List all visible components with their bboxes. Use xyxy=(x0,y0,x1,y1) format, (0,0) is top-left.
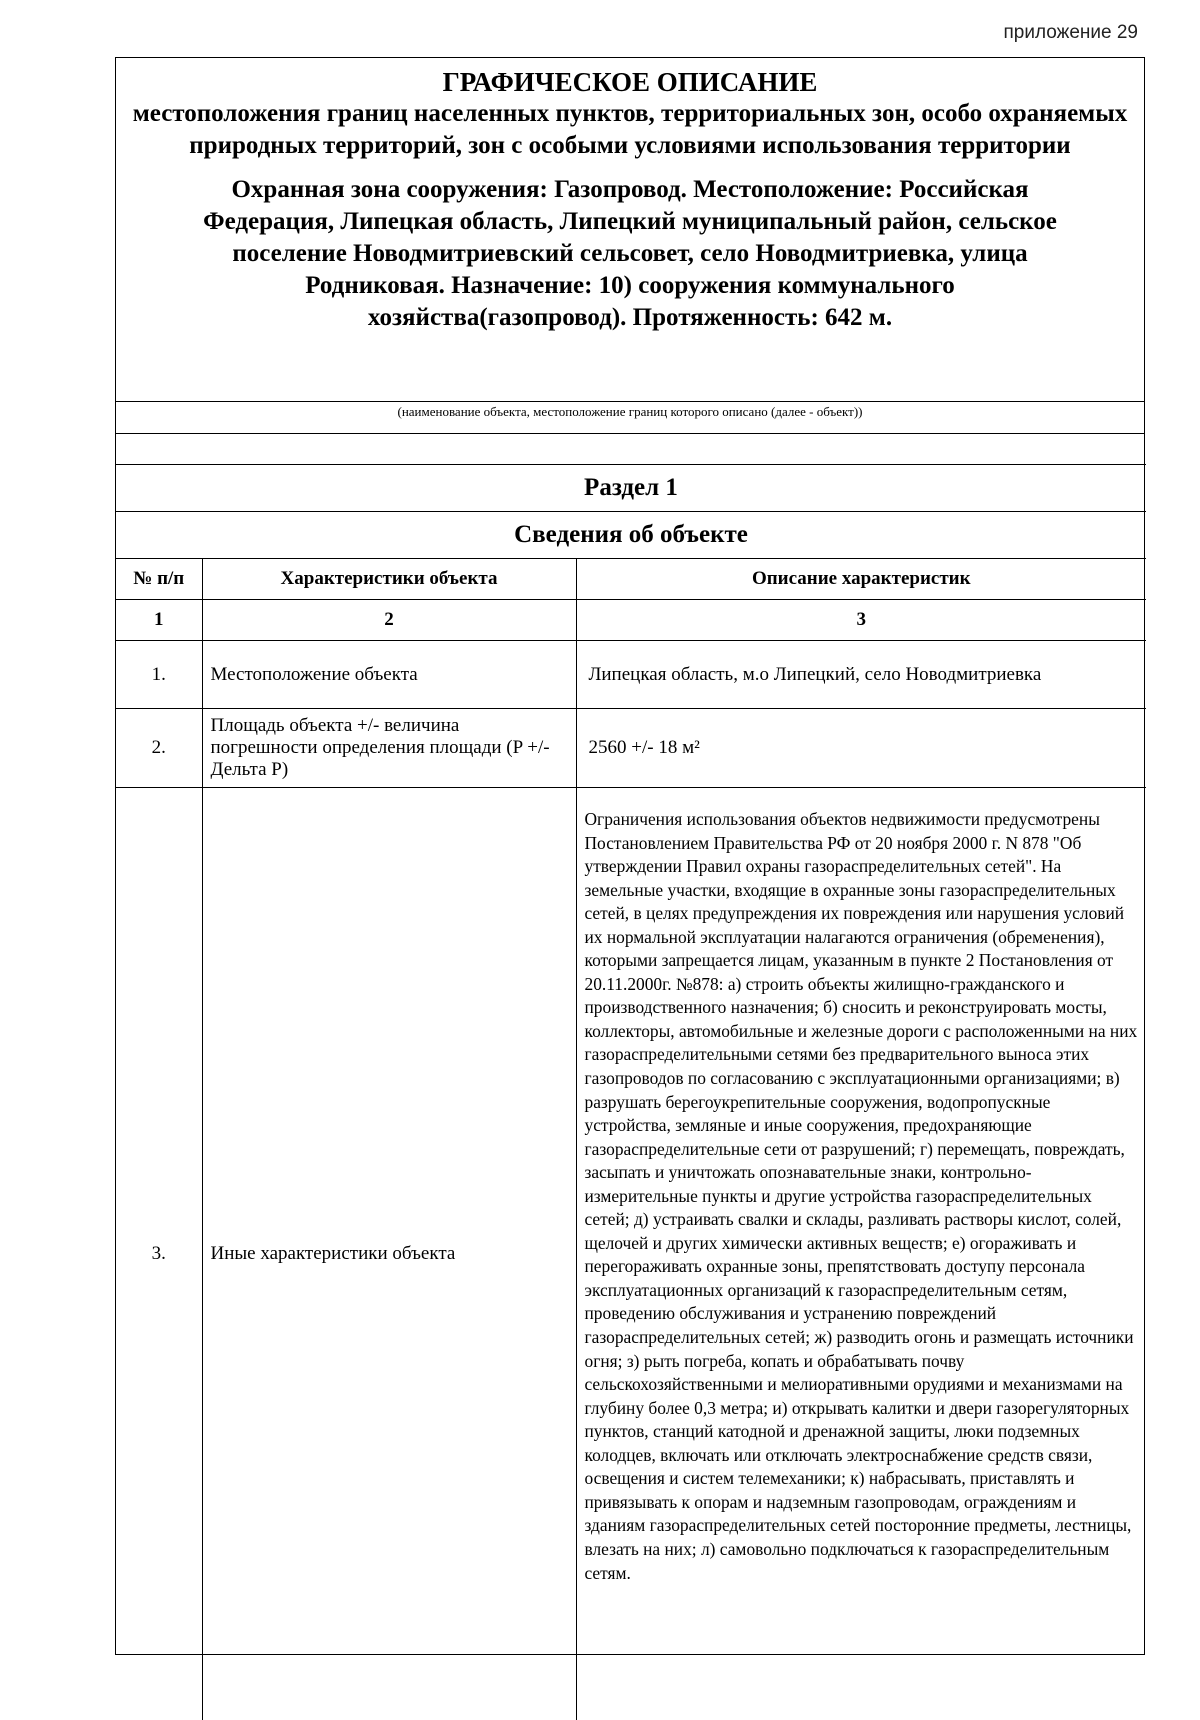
appendix-label: приложение 29 xyxy=(1003,22,1138,43)
row-description: 2560 +/- 18 м² xyxy=(576,709,1146,788)
object-caption: (наименование объекта, местоположение границ которого описано (далее - объект)) xyxy=(116,402,1144,434)
row-characteristic: Иные характеристики объекта xyxy=(202,788,576,1720)
column-number: 1 xyxy=(116,600,202,641)
document-frame xyxy=(115,57,1145,1655)
table-row xyxy=(116,788,1146,1720)
table-row xyxy=(116,709,1146,788)
document-header xyxy=(116,58,1144,402)
row-description: Липецкая область, м.о Липецкий, село Новодмитриевка xyxy=(576,641,1146,709)
object-info-table xyxy=(116,464,1146,1720)
column-header-number: № п/п xyxy=(116,559,202,600)
column-number: 3 xyxy=(576,600,1146,641)
row-number: 2. xyxy=(116,709,202,788)
document-title: ГРАФИЧЕСКОЕ ОПИСАНИЕ xyxy=(442,67,818,97)
column-number-row xyxy=(116,600,1146,641)
row-number: 1. xyxy=(116,641,202,709)
row-characteristic: Площадь объекта +/- величина погрешности определения площади (P +/- Дельта P) xyxy=(202,709,576,788)
section-title-row xyxy=(116,465,1146,512)
spacer xyxy=(116,434,1144,464)
row-description: Ограничения использования объектов недвижимости предусмотрены Постановлением Правительства РФ от 20 ноября 2000 г. N 878 "Об утверждении Правил охраны газораспределительных сетей". На земельные участки, входящие в охранные зоны газораспределительных сетей, в целях предупреждения их повреждения или нарушения условий их нормальной эксплуатации налагаются ограничения (обременения), которыми запрещается лицам, указанным в пункте 2 Постановления от 20.11.2000г. №878: а) строить объекты жилищно-гражданского и производственного назначения; б) сносить и реконструировать мосты, коллекторы, автомобильные и железные дороги с расположенными на них газораспределительными сетями без предварительного выноса этих газопроводов по согласованию с эксплуатационными организациями; в) разрушать берегоукрепительные сооружения, водопропускные устройства, земляные и иные сооружения, предохраняющие газораспределительные сети от разрушений; г) перемещать, повреждать, засыпать и уничтожать опознавательные знаки, контрольно-измерительные пункты и другие устройства газораспределительных сетей; д) устраивать свалки и склады, разливать растворы кислот, солей, щелочей и других химически активных веществ; е) огораживать и перегораживать охранные зоны, препятствовать доступу персонала эксплуатационных организаций к газораспределительным сетям, проведению обслуживания и устранению повреждений газораспределительных сетей; ж) разводить огонь и размещать источники огня; з) рыть погреба, копать и обрабатывать почву сельскохозяйственными и мелиоративными орудиями и механизмами на глубину более 0,3 метра; и) открывать калитки и двери газорегуляторных пунктов, станций катодной и дренажной защиты, люки подземных колодцев, включать или отключать электроснабжение средств связи, освещения и систем телемеханики; к) набрасывать, приставлять и привязывать к опорам и надземным газопроводам, ограждениям и зданиям газораспределительных сетей посторонние предметы, лестницы, влезать на них; л) самовольно подключаться к газораспределительным сетям. xyxy=(576,788,1146,1720)
object-name: Охранная зона сооружения: Газопровод. Местоположение: Российская Федерация, Липецкая область, Липецкий муниципальный район, сельское поселение Новодмитриевский сельсовет, село Новодмитриевка, улица Родниковая. Назначение: 10) сооружения коммунального хозяйства(газопровод). Протяженность: 642 м. xyxy=(203,176,1057,331)
column-header-characteristic: Характеристики объекта xyxy=(202,559,576,600)
table-row xyxy=(116,641,1146,709)
row-number: 3. xyxy=(116,788,202,1720)
section-title: Раздел 1 xyxy=(116,465,1146,512)
row-characteristic: Местоположение объекта xyxy=(202,641,576,709)
column-header-description: Описание характеристик xyxy=(576,559,1146,600)
section-subtitle: Сведения об объекте xyxy=(116,512,1146,559)
column-number: 2 xyxy=(202,600,576,641)
section-subtitle-row xyxy=(116,512,1146,559)
document-subtitle: местоположения границ населенных пунктов, территориальных зон, особо охраняемых природных территорий, зон с особыми условиями использования территории xyxy=(132,100,1128,159)
table-header-row xyxy=(116,559,1146,600)
